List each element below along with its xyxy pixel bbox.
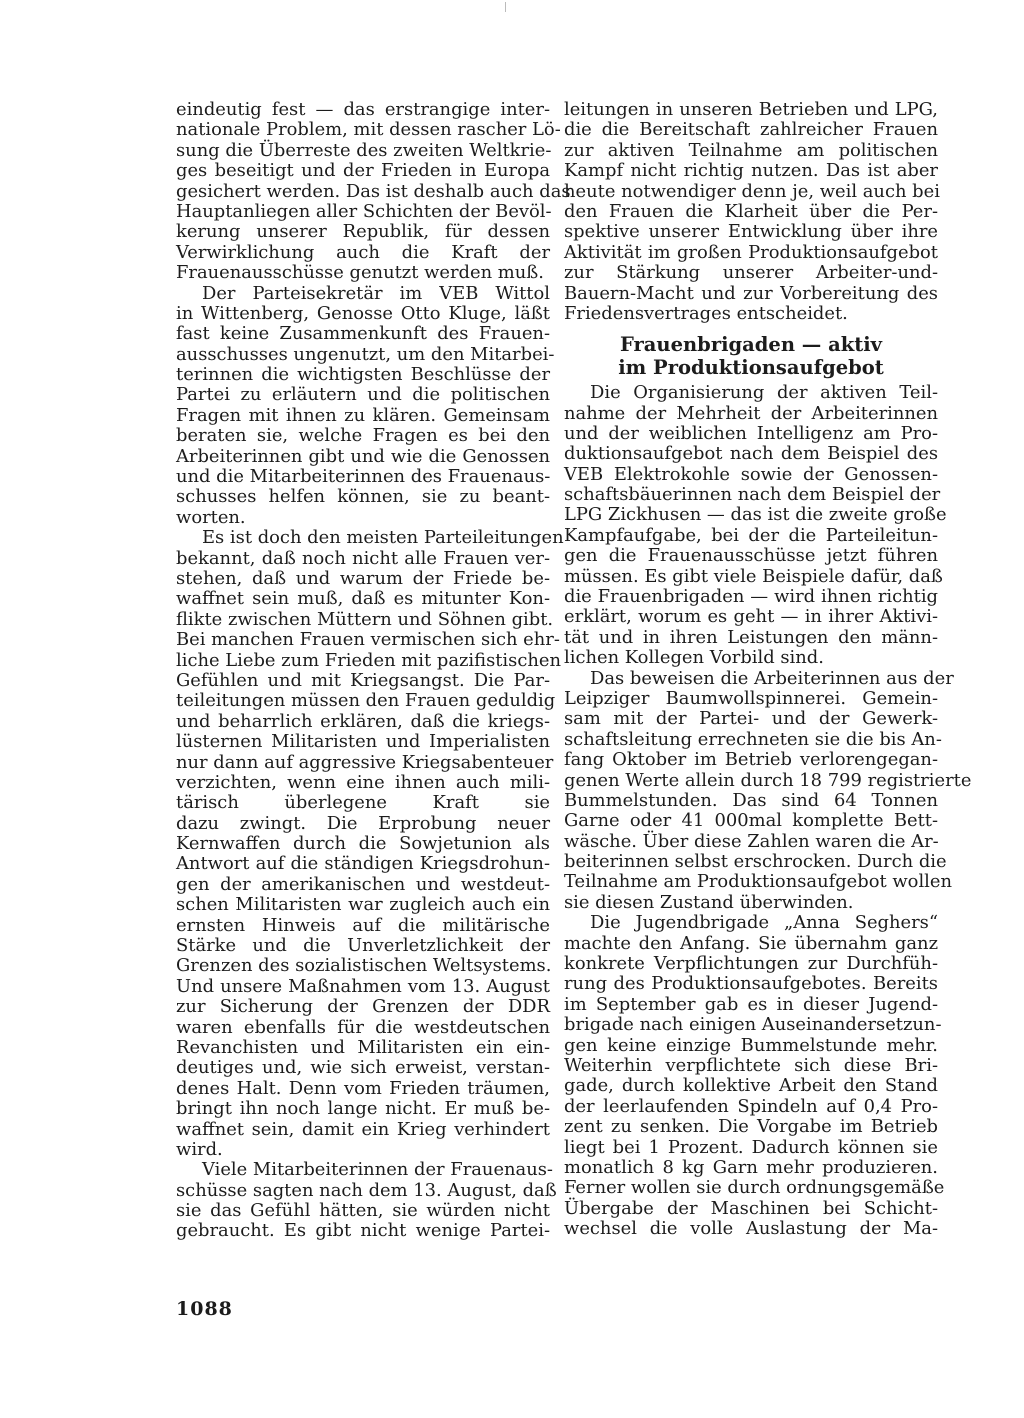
text-line: schen Militaristen war zugleich auch ein [176, 894, 550, 916]
text-line: Aktivität im großen Produktionsaufgebot [564, 241, 938, 263]
text-line: fang Oktober im Betrieb verlorengegan- [564, 749, 938, 771]
text-line: und die Mitarbeiterinnen des Frauenaus- [176, 466, 551, 488]
text-line: sung die Überreste des zweiten Weltkrie- [176, 139, 552, 161]
text-line: duktionsaufgebot nach dem Beispiel des [564, 443, 938, 465]
text-line: lüsternen Militaristen und Imperialisten [176, 731, 550, 753]
text-line: Stärke und die Unverletzlichkeit der [176, 935, 550, 957]
scan-mark [505, 2, 506, 12]
text-line: Die Jugendbrigade „Anna Seghers“ [590, 912, 938, 934]
text-line: terinnen die wichtigsten Beschlüsse der [176, 364, 550, 386]
text-line: ges beseitigt und der Frieden in Europa [176, 160, 550, 182]
text-line: Arbeiterinnen gibt und wie die Genossen [176, 445, 550, 467]
text-line: zur Sicherung der Grenzen der DDR [176, 996, 550, 1018]
section-heading-line-2: im Produktionsaufgebot [618, 355, 884, 379]
text-line: Grenzen des sozialistischen Weltsystems. [176, 955, 552, 977]
text-line: die Frauenbrigaden — wird ihnen richtig [564, 586, 938, 608]
text-line: Antwort auf die ständigen Kriegsdrohun- [176, 853, 550, 875]
text-line: tät und in ihren Leistungen den männ- [564, 626, 938, 648]
text-line: Viele Mitarbeiterinnen der Frauenaus- [202, 1159, 553, 1181]
text-line: gade, durch kollektive Arbeit den Stand [564, 1075, 938, 1097]
right-column [564, 99, 972, 1240]
text-line: waren ebenfalls für die westdeutschen [176, 1016, 550, 1038]
text-line: Das beweisen die Arbeiterinnen aus der [590, 667, 954, 689]
text-line: wechsel die volle Auslastung der Ma- [564, 1218, 938, 1240]
text-line: flikte zwischen Müttern und Söhnen gibt. [176, 608, 554, 630]
text-line: Hauptanliegen aller Schichten der Bevöl- [176, 200, 552, 222]
text-line: müssen. Es gibt viele Beispiele dafür, daß [564, 565, 943, 587]
text-line: schüsse sagten nach dem 13. August, daß [176, 1179, 557, 1201]
text-line: die die Bereitschaft zahlreicher Frauen [564, 119, 938, 141]
text-line: Weiterhin verpflichtete sich diese Bri- [564, 1055, 938, 1076]
text-line: Revanchisten und Militaristen ein ein- [176, 1036, 550, 1058]
text-line: LPG Zickhusen — das ist die zweite große [564, 504, 947, 526]
text-line: und der weiblichen Intelligenz am Pro- [564, 422, 938, 444]
text-line: schaftsleitung errechneten sie die bis An- [564, 728, 942, 750]
text-line: lichen Kollegen Vorbild sind. [564, 647, 824, 669]
text-line: liche Liebe zum Frieden mit pazifistischen [176, 649, 561, 671]
text-line: verzichten, wenn eine ihnen auch mili- [176, 771, 550, 793]
text-line: gen der amerikanischen und westdeut- [176, 873, 550, 895]
page-number: 1088 [176, 1298, 233, 1320]
text-line: konkrete Verpflichtungen zur Durchfüh- [564, 953, 938, 975]
text-line: dazu zwingt. Die Erprobung neuer [176, 812, 550, 834]
text-line: sie das Gefühl hätten, sie würden nicht [176, 1200, 550, 1222]
text-line: denes Halt. Denn vom Frieden träumen, [176, 1077, 550, 1099]
section-heading [564, 334, 938, 379]
text-line: heute notwendiger denn je, weil auch bei [564, 180, 940, 202]
text-line: erklärt, worum es geht — in ihrer Aktivi- [564, 606, 938, 628]
text-line: Friedensvertrages entscheidet. [564, 302, 848, 324]
text-line: eindeutig fest — das erstrangige inter- [176, 99, 550, 120]
text-line: Bei manchen Frauen vermischen sich ehr- [176, 629, 560, 651]
left-column [176, 99, 571, 1242]
text-line: Leipziger Baumwollspinnerei. Gemein- [564, 687, 938, 709]
text-line: im September gab es in dieser Jugend- [564, 993, 938, 1015]
text-line: Die Organisierung der aktiven Teil- [590, 382, 938, 404]
text-line: Kampf nicht richtig nutzen. Das ist aber [564, 160, 938, 182]
text-line: stehen, daß und warum der Friede be- [176, 567, 550, 589]
text-line: in Wittenberg, Genosse Otto Kluge, läßt [176, 302, 550, 324]
text-line: teileitungen müssen den Frauen geduldig [176, 690, 556, 712]
section-heading-line-1: Frauenbrigaden — aktiv [620, 333, 882, 357]
text-line: zent zu senken. Die Vorgabe im Betrieb [564, 1116, 938, 1138]
text-line: sam mit der Partei- und der Gewerk- [564, 708, 938, 730]
text-line: beraten sie, welche Fragen es bei den [176, 425, 550, 447]
text-line: schusses helfen können, sie zu beant- [176, 486, 550, 508]
text-line: und beharrlich erklären, daß die kriegs- [176, 710, 550, 732]
text-line: nationale Problem, mit dessen rascher Lö- [176, 119, 561, 141]
text-line: bringt ihn noch lange nicht. Er muß be- [176, 1098, 550, 1120]
text-line: liegt bei 1 Prozent. Dadurch können sie [564, 1136, 938, 1158]
text-line: Frauenausschüsse genutzt werden muß. [176, 262, 544, 284]
text-line: gen die Frauenausschüsse jetzt führen [564, 545, 938, 567]
text-line: kerung unserer Republik, für dessen [176, 221, 550, 243]
text-line: gebraucht. Es gibt nicht wenige Partei- [176, 1220, 550, 1242]
text-line: Bummelstunden. Das sind 64 Tonnen [564, 789, 938, 811]
text-line: nahme der Mehrheit der Arbeiterinnen [564, 402, 938, 424]
text-line: leitungen in unseren Betrieben und LPG, [564, 99, 938, 120]
text-line: nur dann auf aggressive Kriegsabenteuer [176, 751, 554, 773]
text-line: den Frauen die Klarheit über die Per- [564, 200, 938, 222]
text-line: monatlich 8 kg Garn mehr produzieren. [564, 1156, 938, 1178]
text-line: tärisch überlegene Kraft sie [176, 792, 550, 814]
text-line: rung des Produktionsaufgebotes. Bereits [564, 973, 938, 995]
text-line: gen keine einzige Bummelstunde mehr. [564, 1034, 938, 1056]
text-line: Gefühlen und mit Kriegsangst. Die Par- [176, 669, 550, 691]
text-line: wäsche. Über diese Zahlen waren die Ar- [564, 830, 939, 852]
text-line: Teilnahme am Produktionsaufgebot wollen [564, 871, 952, 893]
text-line: Bauern-Macht und zur Vorbereitung des [564, 282, 938, 304]
text-line: Ferner wollen sie durch ordnungsgemäße [564, 1177, 945, 1199]
text-line: gesichert werden. Das ist deshalb auch das [176, 180, 571, 202]
right-column-top-text [564, 100, 938, 324]
text-line: schaftsbäuerinnen nach dem Beispiel der [564, 484, 941, 506]
text-line: Kernwaffen durch die Sowjetunion als [176, 833, 550, 855]
text-line: worten. [176, 506, 246, 528]
text-line: waffnet sein muß, daß es mitunter Kon- [176, 588, 550, 610]
text-line: der leerlaufenden Spindeln auf 0,4 Pro- [564, 1095, 938, 1117]
text-line: Es ist doch den meisten Parteileitungen [202, 527, 564, 549]
text-line: beiterinnen selbst erschrocken. Durch die [564, 851, 947, 873]
text-line: wird. [176, 1138, 223, 1160]
text-line: sie diesen Zustand überwinden. [564, 891, 854, 913]
text-line: Verwirklichung auch die Kraft der [176, 241, 550, 263]
text-line: ernsten Hinweis auf die militärische [176, 914, 550, 936]
text-line: ausschusses ungenutzt, um den Mitarbei- [176, 343, 555, 365]
text-line: VEB Elektrokohle sowie der Genossen- [564, 463, 938, 485]
text-line: Kampfaufgabe, bei der die Parteileitun- [564, 524, 938, 546]
text-line: spektive unserer Entwicklung über ihre [564, 221, 938, 243]
text-line: fast keine Zusammenkunft des Frauen- [176, 323, 550, 345]
text-line: zur Stärkung unserer Arbeiter-und- [564, 262, 938, 284]
text-line: genen Werte allein durch 18 799 registrierte [564, 769, 972, 791]
text-line: Garne oder 41 000mal komplette Bett- [564, 810, 938, 832]
text-line: deutiges und, wie sich erweist, verstan- [176, 1057, 550, 1079]
text-line: Der Parteisekretär im VEB Wittol [202, 282, 550, 304]
text-line: Und unsere Maßnahmen vom 13. August [176, 975, 550, 997]
text-line: Fragen mit ihnen zu klären. Gemeinsam [176, 404, 550, 426]
text-line: waffnet sein, damit ein Krieg verhindert [176, 1118, 550, 1140]
text-line: brigade nach einigen Auseinandersetzun- [564, 1014, 942, 1036]
text-line: machte den Anfang. Sie übernahm ganz [564, 932, 938, 954]
right-column-bottom-text [564, 382, 972, 1240]
text-line: Partei zu erläutern und die politischen [176, 384, 550, 406]
text-line: bekannt, daß noch nicht alle Frauen ver- [176, 547, 550, 569]
text-line: zur aktiven Teilnahme am politischen [564, 139, 938, 161]
text-line: Übergabe der Maschinen bei Schicht- [564, 1197, 938, 1219]
